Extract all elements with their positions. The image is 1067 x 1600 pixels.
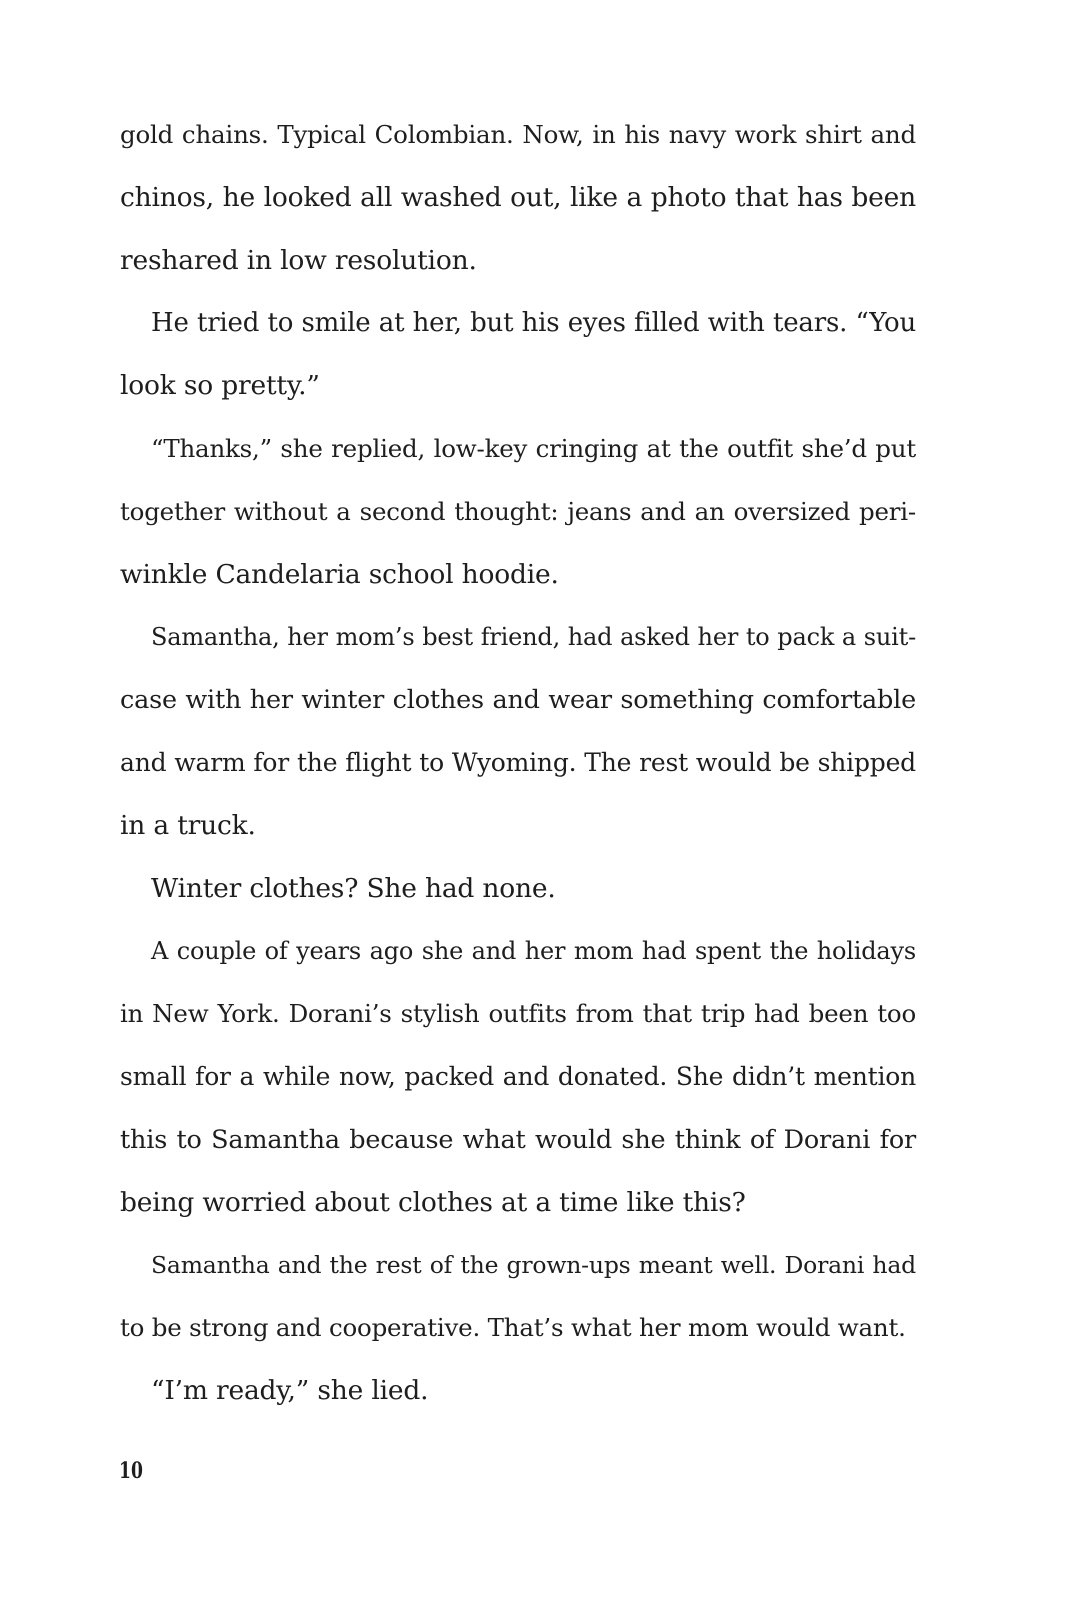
text-line: being worried about clothes at a time like this? <box>120 1186 746 1218</box>
text-line: winkle Candelaria school hoodie. <box>120 558 559 590</box>
text-line: to be strong and cooperative. That’s what her mom would want. <box>120 1313 906 1343</box>
text-line: and warm for the flight to Wyoming. The rest would be shipped <box>120 747 916 777</box>
text-line: “Thanks,” she replied, low-key cringing at the outfit she’d put <box>151 433 916 463</box>
body-text <box>120 104 916 1423</box>
text-line: this to Samantha because what would she think of Dorani for <box>120 1124 916 1155</box>
text-line: chinos, he looked all washed out, like a photo that has been <box>120 181 916 213</box>
text-line: reshared in low resolution. <box>120 244 477 276</box>
page-number: 10 <box>119 1458 143 1484</box>
text-line: together without a second thought: jeans and an oversized peri- <box>120 496 916 526</box>
text-line: case with her winter clothes and wear something comfortable <box>120 685 916 716</box>
text-line: in New York. Dorani’s stylish outfits from that trip had been too <box>120 999 916 1029</box>
text-line: look so pretty.” <box>120 370 320 402</box>
text-line: “I’m ready,” she lied. <box>151 1374 429 1406</box>
text-line: in a truck. <box>120 809 256 841</box>
text-line: Winter clothes? She had none. <box>151 872 556 904</box>
text-line: Samantha, her mom’s best friend, had asked her to pack a suit- <box>151 623 916 652</box>
text-line: A couple of years ago she and her mom had spent the holidays <box>151 937 916 966</box>
text-line: gold chains. Typical Colombian. Now, in his navy work shirt and <box>120 120 916 149</box>
text-line: Samantha and the rest of the grown-ups meant well. Dorani had <box>151 1251 916 1280</box>
text-line: He tried to smile at her, but his eyes filled with tears. “You <box>151 308 916 339</box>
text-line: small for a while now, packed and donated. She didn’t mention <box>120 1061 916 1091</box>
